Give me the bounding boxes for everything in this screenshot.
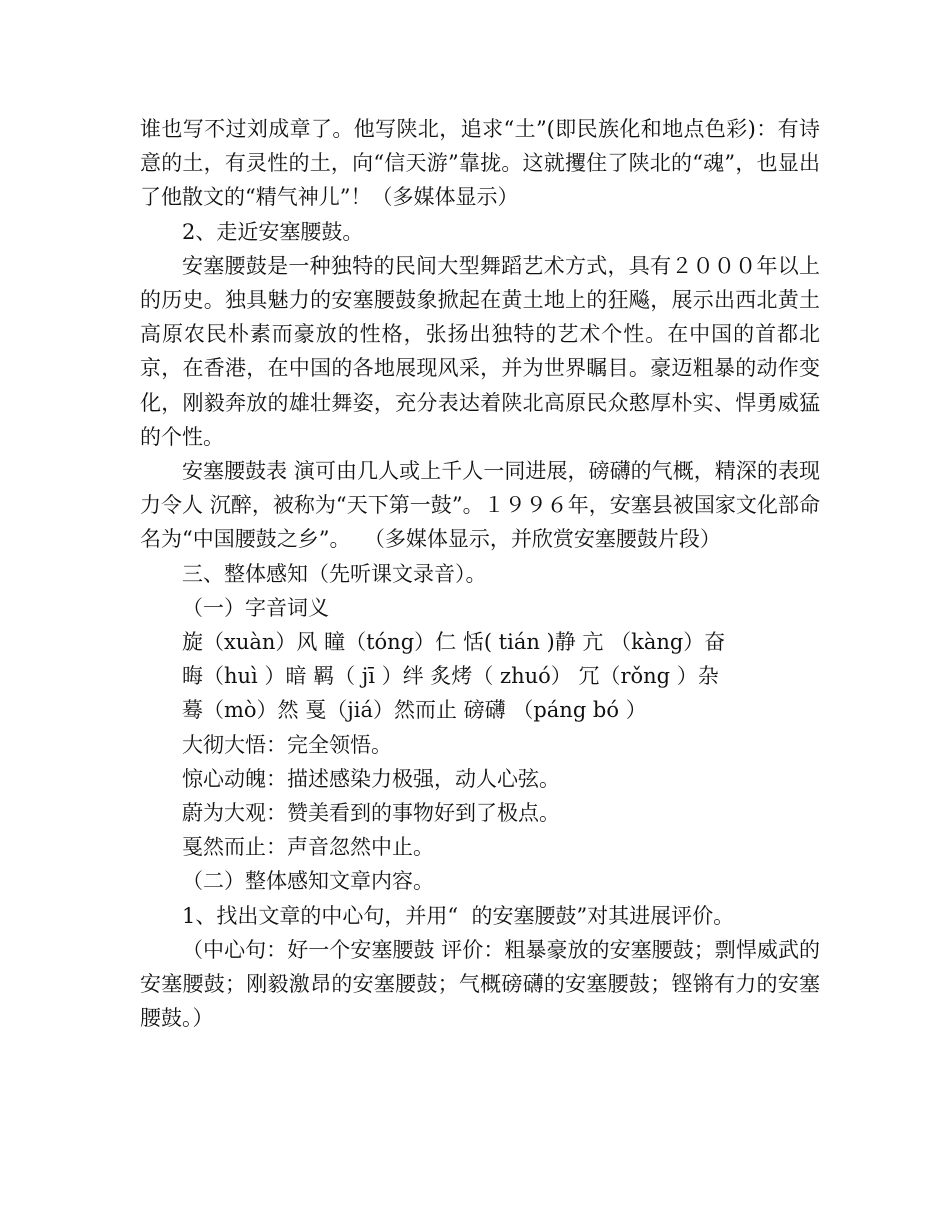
document-page <box>140 112 820 1035</box>
pinyin-line-2: 晦（huì ）暗 羁（ jī ）绊 炙烤（ zhuó） 冗（rǒng ）杂 <box>182 664 719 689</box>
answer-central-sentence: （中心句：好一个安塞腰鼓 评价：粗暴豪放的安塞腰鼓；剽悍威武的安塞腰鼓；刚毅激昂的安塞腰鼓；气概磅礴的安塞腰鼓；铿锵有力的安塞腰鼓。） <box>140 937 820 1031</box>
task-central-sentence: 1、找出文章的中心句，并用“ 的安塞腰鼓”对其进展评价。 <box>182 903 735 928</box>
pinyin-line-1: 旋（xuàn）风 瞳（tóng）仁 恬( tián )静 亢 （kàng）奋 <box>182 630 726 655</box>
vocab-weiwei-daguan: 蔚为大观：赞美看到的事物好到了极点。 <box>182 801 560 826</box>
vocab-jingxin-dongpo: 惊心动魄：描述感染力极强，动人心弦。 <box>182 766 560 791</box>
pinyin-line-3: 蓦（mò）然 戛（jiá）然而止 磅礴 （páng bó ） <box>182 698 647 723</box>
heading-content-perception: （二）整体感知文章内容。 <box>182 869 434 894</box>
heading-approach-ansai-drum: 2、走近安塞腰鼓。 <box>182 219 364 244</box>
heading-overall-perception: 三、整体感知（先听课文录音）。 <box>182 561 487 586</box>
paragraph-liu-chengzhang: 谁也写不过刘成章了。他写陕北，追求“土”(即民族化和地点色彩)：有诗意的土，有灵性的土，向“信天游”靠拢。这就攫住了陕北的“魂”，也显出了他散文的“精气神儿”！（多媒体显示） <box>140 117 820 210</box>
vocab-dache-dawu: 大彻大悟：完全领悟。 <box>182 732 392 757</box>
heading-pronunciation-vocabulary: （一）字音词义 <box>182 595 329 620</box>
vocab-jiaran-erzhi: 戛然而止：声音忽然中止。 <box>182 835 434 860</box>
paragraph-drum-history: 安塞腰鼓是一种独特的民间大型舞蹈艺术方式，具有２０００年以上的历史。独具魅力的安塞腰鼓象掀起在黄土地上的狂飚，展示出西北黄土高原农民朴素而豪放的性格，张扬出独特的艺术个性。在中国的首都北京，在香港，在中国的各地展现风采，并为世界瞩目。豪迈粗暴的动作变化，刚毅奔放的雄壮舞姿，充分表达着陕北高原民众憨厚朴实、悍勇威猛的个性。 <box>140 253 820 449</box>
paragraph-drum-performance: 安塞腰鼓表 演可由几人或上千人一同进展，磅礴的气概，精深的表现力令人 沉醉，被称为“天下第一鼓”。１９９６年，安塞县被国家文化部命名为“中国腰鼓之乡”。 （多媒体显示，并欣赏安塞腰鼓片段） <box>140 459 820 552</box>
